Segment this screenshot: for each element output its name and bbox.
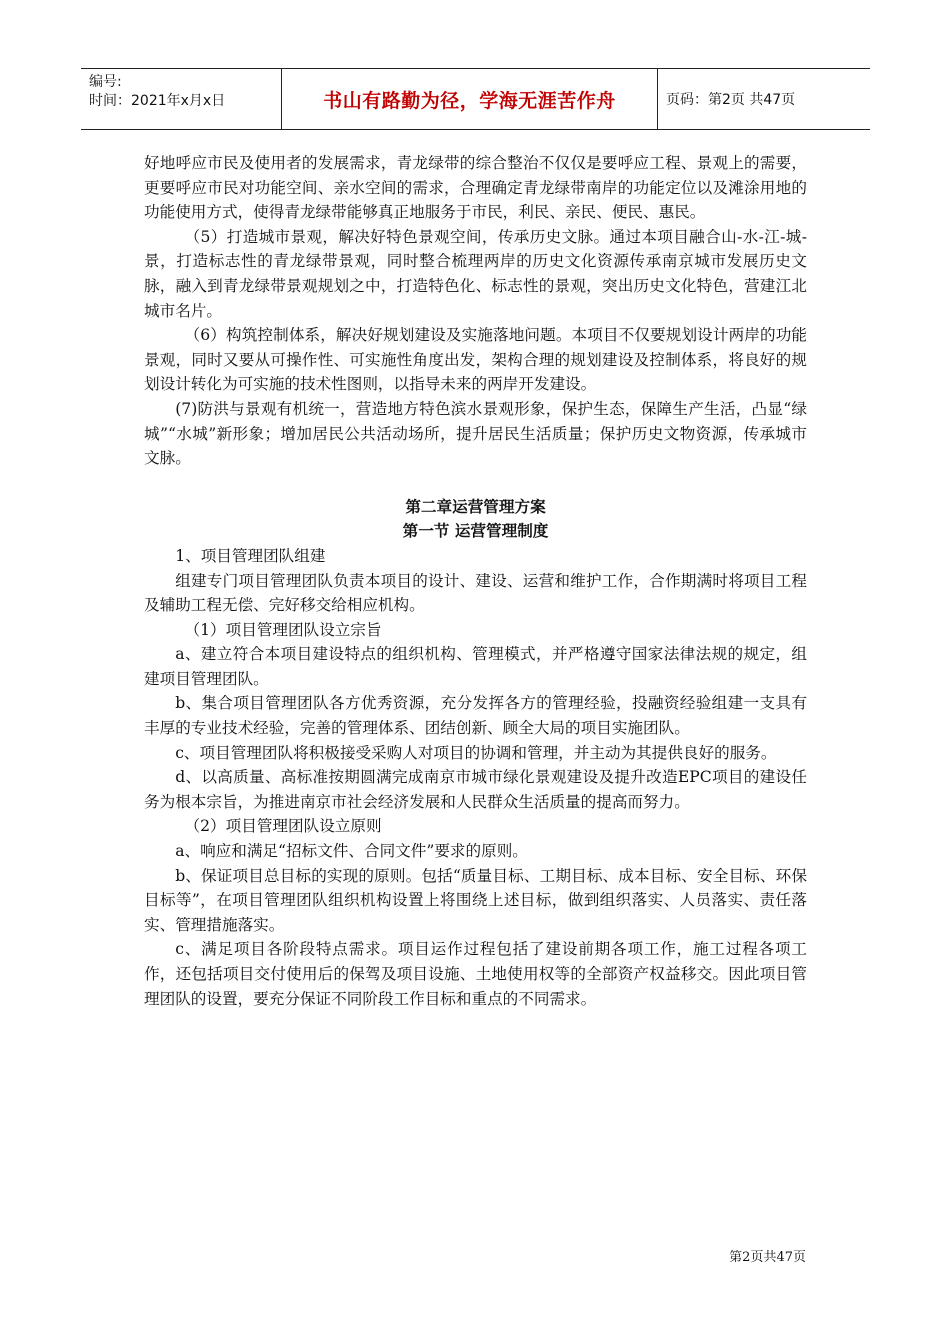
document-body — [144, 151, 807, 1011]
page-footer: 第2页共47页 — [729, 1250, 806, 1265]
paragraph: （5）打造城市景观，解决好特色景观空间，传承历史文脉。通过本项目融合山-水-江-城-景，打造标志性的青龙绿带景观，同时整合梳理两岸的历史文化资源传承南京城市发展历史文脉，融入到青龙绿带景观规划之中，打造特色化、标志性的景观，突出历史文化特色，营建江北城市名片。 — [144, 227, 807, 320]
section-heading: 第二章运营管理方案 — [405, 497, 546, 516]
paragraph: c、项目管理团队将积极接受采购人对项目的协调和管理，并主动为其提供良好的服务。 — [175, 743, 777, 762]
paragraph: 好地呼应市民及使用者的发展需求，青龙绿带的综合整治不仅仅是要呼应工程、景观上的需要，更要呼应市民对功能空间、亲水空间的需求，合理确定青龙绿带南岸的功能定位以及滩涂用地的功能使用方式，使得青龙绿带能够真正地服务于市民，利民、亲民、便民、惠民。 — [144, 154, 807, 222]
paragraph: (7)防洪与景观有机统一，营造地方特色滨水景观形象，保护生态，保障生产生活，凸显“绿城”“水城”新形象；增加居民公共活动场所，提升居民生活质量；保护历史文物资源，传承城市文脉。 — [144, 399, 807, 468]
paragraph: （2）项目管理团队设立原则 — [184, 817, 382, 836]
paragraph: （1）项目管理团队设立宗旨 — [184, 620, 382, 639]
document-number-label: 编号: — [89, 74, 122, 90]
paragraph: 组建专门项目管理团队负责本项目的设计、建设、运营和维护工作，合作期满时将项目工程及辅助工程无偿、完好移交给相应机构。 — [144, 571, 807, 615]
paragraph: a、建立符合本项目建设特点的组织机构、管理模式，并严格遵守国家法律法规的规定，组建项目管理团队。 — [144, 645, 807, 688]
document-date: 时间：2021年x月x日 — [89, 93, 226, 109]
paragraph: a、响应和满足“招标文件、合同文件”要求的原则。 — [175, 842, 528, 861]
header-meta — [81, 69, 282, 129]
paragraph: 1、项目管理团队组建 — [175, 546, 326, 565]
section-heading: 第一节 运营管理制度 — [402, 522, 549, 541]
paragraph: b、保证项目总目标的实现的原则。包括“质量目标、工期目标、成本目标、安全目标、环保目标等”，在项目管理团队组织机构设置上将围绕上述目标，做到组织落实、人员落实、责任落实、管理措施落实。 — [144, 866, 807, 934]
paragraph: c、满足项目各阶段特点需求。项目运作过程包括了建设前期各项工作，施工过程各项工作，还包括项目交付使用后的保驾及项目设施、土地使用权等的全部资产权益移交。因此项目管理团队的设置，要充分保证不同阶段工作目标和重点的不同需求。 — [144, 940, 807, 1008]
section-gap — [144, 471, 807, 495]
paragraph: d、以高质量、高标准按期圆满完成南京市城市绿化景观建设及提升改造EPC项目的建设任务为根本宗旨，为推进南京市社会经济发展和人民群众生活质量的提高而努力。 — [144, 768, 807, 811]
header-page-code: 页码：第2页 共47页 — [666, 92, 796, 108]
paragraph: （6）构筑控制体系，解决好规划建设及实施落地问题。本项目不仅要规划设计两岸的功能景观，同时又要从可操作性、可实施性角度出发，架构合理的规划建设及控制体系，将良好的规划设计转化为可实施的技术性图则，以指导未来的两岸开发建设。 — [144, 326, 807, 394]
paragraph: b、集合项目管理团队各方优秀资源，充分发挥各方的管理经验，投融资经验组建一支具有丰厚的专业技术经验，完善的管理体系、团结创新、顾全大局的项目实施团队。 — [144, 694, 807, 738]
header-motto: 书山有路勤为径，学海无涯苦作舟 — [282, 69, 658, 129]
page-header — [81, 68, 870, 130]
